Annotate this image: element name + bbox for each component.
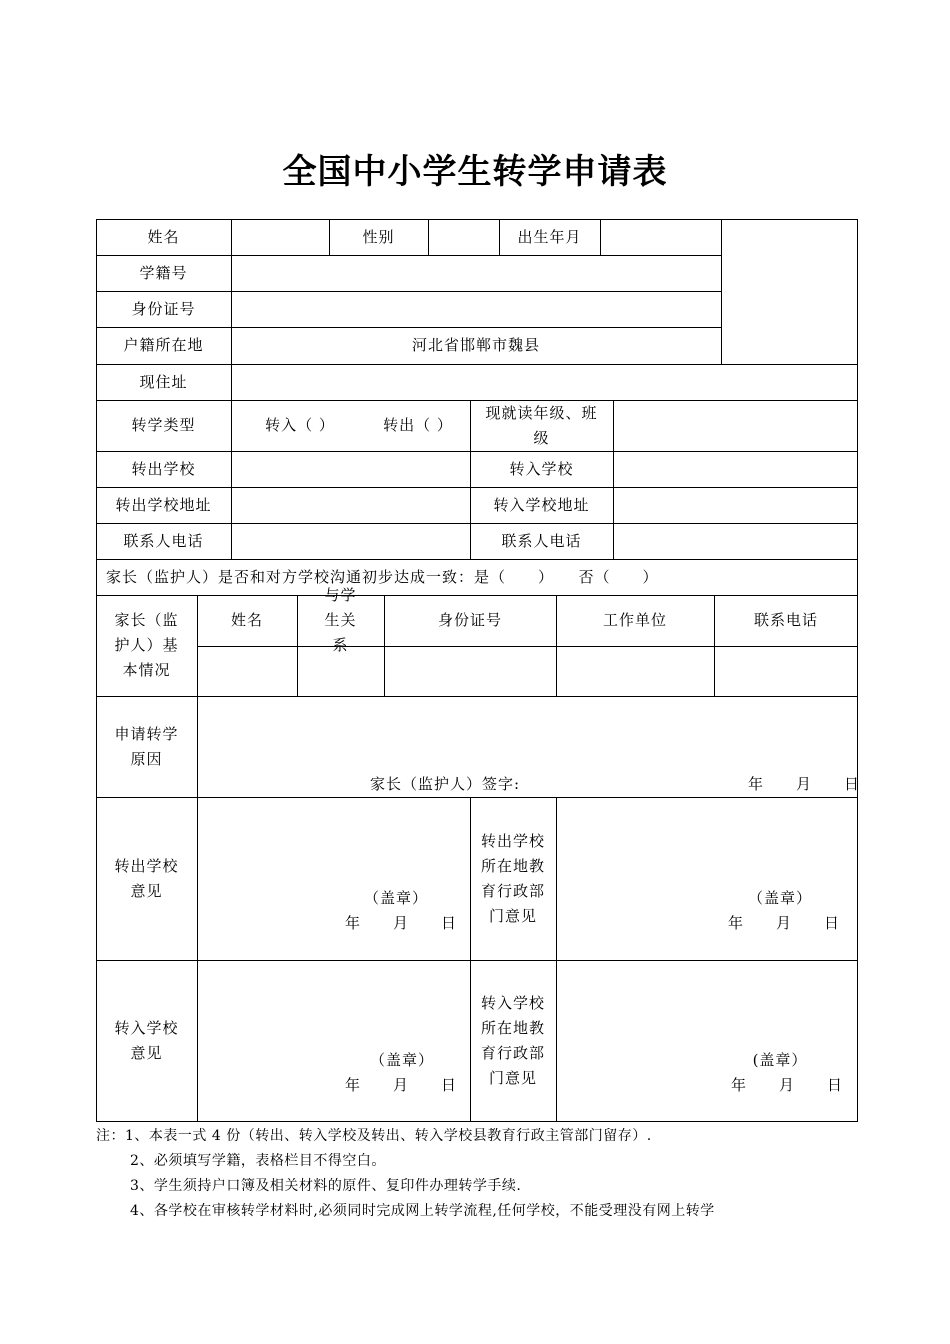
- guardian-relation-field[interactable]: [298, 647, 384, 696]
- label-contact-phone-2: 联系人电话: [501, 531, 582, 550]
- guardian-sign-date: 年 月 日: [748, 774, 861, 793]
- note-4: 4、各学校在审核转学材料时,必须同时完成网上转学流程,任何学校，不能受理没有网上转学: [130, 1203, 715, 1219]
- guardian-id-card-field[interactable]: [385, 647, 556, 696]
- label-in-school-address: 转入学校地址: [493, 495, 590, 514]
- in-school-seal: （盖章）: [369, 1050, 434, 1069]
- in-school-date: 年 月 日: [345, 1075, 458, 1094]
- label-in-edu-opinion: 转入学校所在地教育行政部门意见: [480, 994, 545, 1087]
- label-guardian-id-card: 身份证号: [437, 611, 502, 629]
- label-guardian-work: 工作单位: [602, 611, 667, 629]
- in-edu-seal: (盖章）: [752, 1050, 808, 1069]
- label-gender: 性别: [362, 227, 395, 246]
- label-out-school-address: 转出学校地址: [115, 495, 212, 514]
- label-guardian-name: 姓名: [230, 611, 263, 629]
- guardian-name-field[interactable]: [198, 647, 297, 696]
- gender-field[interactable]: [429, 220, 499, 255]
- label-in-school-opinion: 转入学校意见: [114, 1019, 179, 1062]
- name-field[interactable]: [232, 220, 329, 255]
- communication-question[interactable]: 家长（监护人）是否和对方学校沟通初步达成一致：是（ ） 否（ ）: [106, 567, 659, 586]
- id-card-field[interactable]: [232, 292, 721, 327]
- in-school-field[interactable]: [614, 452, 857, 487]
- label-id-card: 身份证号: [131, 299, 196, 318]
- out-edu-date: 年 月 日: [728, 913, 841, 932]
- in-school-opinion-field[interactable]: [198, 961, 470, 1046]
- note-2: 2、必须填写学籍，表格栏目不得空白。: [130, 1153, 386, 1169]
- label-out-school-opinion: 转出学校意见: [114, 856, 179, 900]
- note-1: 注：1、本表一式 4 份（转出、转入学校及转出、转入学校县教育行政主管部门留存）.: [96, 1128, 652, 1144]
- out-school-seal: （盖章）: [363, 888, 428, 907]
- in-school-address-field[interactable]: [614, 488, 857, 523]
- out-school-field[interactable]: [232, 452, 470, 487]
- transfer-in-option[interactable]: 转入（ ）: [265, 416, 335, 434]
- out-edu-opinion-field[interactable]: [557, 798, 857, 883]
- label-out-edu-opinion: 转出学校所在地教育行政部门意见: [480, 831, 545, 925]
- out-contact-phone-field[interactable]: [232, 524, 470, 559]
- label-out-school: 转出学校: [131, 459, 196, 478]
- label-birth: 出生年月: [517, 227, 582, 246]
- birth-field[interactable]: [601, 220, 721, 255]
- out-edu-seal: （盖章）: [747, 888, 812, 907]
- guardian-phone-field[interactable]: [715, 647, 857, 696]
- out-school-address-field[interactable]: [232, 488, 470, 523]
- label-guardian-info: 家长（监护人）基本情况: [114, 611, 179, 679]
- out-school-opinion-field[interactable]: [198, 798, 470, 883]
- in-edu-date: 年 月 日: [731, 1075, 844, 1094]
- in-edu-opinion-field[interactable]: [557, 961, 857, 1046]
- guardian-sign-label: 家长（监护人）签字:: [370, 774, 521, 793]
- label-hukou: 户籍所在地: [123, 336, 204, 354]
- label-transfer-type: 转学类型: [131, 416, 196, 434]
- transfer-out-option[interactable]: 转出（ ）: [383, 416, 453, 434]
- label-address: 现住址: [139, 372, 188, 391]
- label-student-id: 学籍号: [139, 263, 188, 282]
- label-current-grade: 现就读年级、班级: [485, 403, 598, 447]
- label-reason: 申请转学原因: [114, 724, 179, 768]
- label-contact-phone: 联系人电话: [123, 531, 204, 550]
- photo-area[interactable]: [722, 220, 857, 364]
- note-3: 3、学生须持户口簿及相关材料的原件、复印件办理转学手续.: [130, 1178, 522, 1194]
- guardian-work-field[interactable]: [557, 647, 714, 696]
- label-guardian-relation: 与学生关系: [324, 586, 357, 654]
- hukou-field[interactable]: 河北省邯郸市魏县: [411, 336, 540, 354]
- address-field[interactable]: [232, 365, 857, 400]
- label-guardian-phone: 联系电话: [753, 611, 818, 629]
- label-in-school: 转入学校: [509, 459, 574, 478]
- current-grade-field[interactable]: [614, 401, 857, 451]
- student-id-field[interactable]: [232, 256, 721, 291]
- page-title: 全国中小学生转学申请表: [282, 152, 668, 192]
- reason-field[interactable]: [198, 697, 857, 767]
- out-school-date: 年 月 日: [345, 913, 458, 932]
- label-name: 姓名: [147, 227, 180, 246]
- in-contact-phone-field[interactable]: [614, 524, 857, 559]
